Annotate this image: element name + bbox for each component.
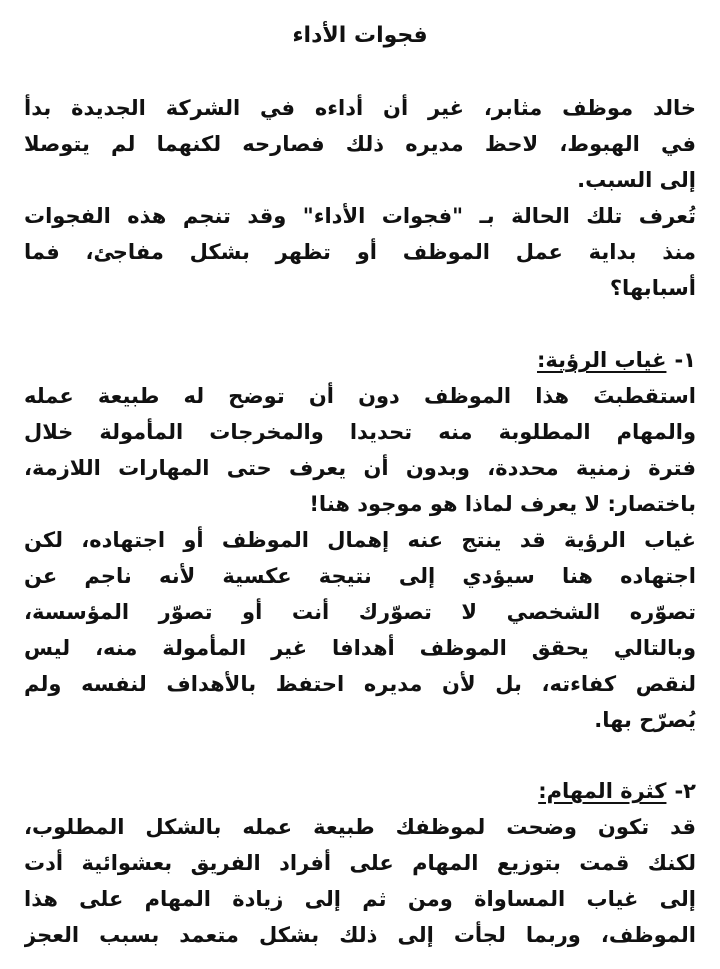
section-1-heading <box>537 342 696 378</box>
section-1-line-8: وبالتالي يحقق الموظف أهدافا غير المأمولة منه، ليس <box>24 636 696 660</box>
section-1-line-10: يُصرّح بها. <box>594 708 696 732</box>
document-title: فجوات الأداء <box>292 23 428 48</box>
intro-line-3: إلى السبب. <box>577 168 696 192</box>
section-2-line-4: الموظف، وربما لجأت إلى ذلك بشكل متعمد بسبب العجز <box>24 923 696 947</box>
section-2-heading <box>538 773 696 809</box>
section-1-line-5: غياب الرؤية قد ينتج عنه إهمال الموظف أو اجتهاده، لكن <box>24 528 696 552</box>
section-1-line-1: استقطبتَ هذا الموظف دون أن توضح له طبيعة عمله <box>24 384 696 408</box>
section-1-line-2: والمهام المطلوبة منه تحديدا والمخرجات المأمولة خلال <box>24 420 696 444</box>
intro-line-6: أسبابها؟ <box>609 276 696 300</box>
section-1-line-7: تصوّره الشخصي لا تصوّرك أنت أو تصوّر المؤسسة، <box>24 600 696 624</box>
section-1-line-4: باختصار: لا يعرف لماذا هو موجود هنا! <box>309 492 696 516</box>
section-2-line-3: إلى غياب المساواة ومن ثم إلى زيادة المهام على هذا <box>24 887 696 911</box>
section-1-line-9: لنقص كفاءته، بل لأن مديره احتفظ بالأهداف لنفسه ولم <box>24 672 696 696</box>
section-1-title: غياب الرؤية: <box>537 348 667 372</box>
section-1-line-6: اجتهاده هنا سيؤدي إلى نتيجة عكسية لأنه ناجم عن <box>24 564 696 588</box>
section-1-line-3: فترة زمنية محددة، وبدون أن يعرف حتى المهارات اللازمة، <box>24 456 696 480</box>
intro-line-1: خالد موظف مثابر، غير أن أداءه في الشركة الجديدة بدأ <box>24 96 696 120</box>
section-2-line-2: لكنك قمت بتوزيع المهام على أفراد الفريق بعشوائية أدت <box>24 851 696 875</box>
intro-line-5: منذ بداية عمل الموظف أو تظهر بشكل مفاجئ، فما <box>24 240 696 264</box>
section-2-line-1: قد تكون وضحت لموظفك طبيعة عمله بالشكل المطلوب، <box>24 815 696 839</box>
section-1-number: ١- <box>674 348 696 372</box>
section-2-title: كثرة المهام: <box>538 779 667 803</box>
section-2-number: ٢- <box>674 779 696 803</box>
intro-line-4: تُعرف تلك الحالة بـ "فجوات الأداء" وقد تنجم هذه الفجوات <box>24 204 696 228</box>
intro-line-2: في الهبوط، لاحظ مديره ذلك فصارحه لكنهما لم يتوصلا <box>24 132 696 156</box>
